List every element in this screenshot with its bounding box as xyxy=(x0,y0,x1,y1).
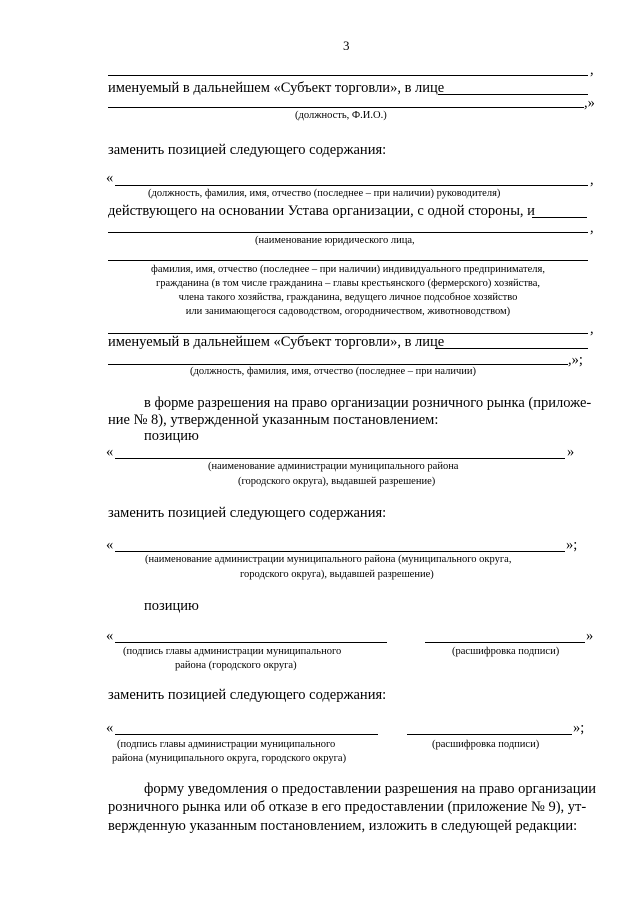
permit-paragraph-line: в форме разрешения на право организации розничного рынка (приложе- xyxy=(144,395,592,411)
named-subject-text: именуемый в дальнейшем «Субъект торговли», в лице xyxy=(108,80,445,96)
notice-paragraph-line: розничного рынка или об отказе в его предоставлении (приложение № 9), ут- xyxy=(108,799,587,815)
blank-line xyxy=(532,217,587,218)
blank-line xyxy=(115,185,588,186)
replace-heading: заменить позицией следующего содержания: xyxy=(108,687,387,703)
named-subject-text: именуемый в дальнейшем «Субъект торговли», в лице xyxy=(108,334,445,350)
caption-admin: городского округа), выдавшей разрешение) xyxy=(240,569,434,580)
caption-signature: (подпись главы администрации муниципального xyxy=(123,646,342,657)
replace-heading: заменить позицией следующего содержания: xyxy=(108,505,387,521)
caption-decode: (расшифровка подписи) xyxy=(432,739,540,750)
replace-heading: заменить позицией следующего содержания: xyxy=(108,142,387,158)
permit-paragraph-line: ние № 8), утвержденной указанным постановлением: xyxy=(108,412,439,428)
open-quote: « xyxy=(106,720,114,736)
punctuation-quote: ,» xyxy=(584,95,595,111)
close-quote: »; xyxy=(573,720,585,736)
caption-admin: (городского округа), выдавшей разрешение) xyxy=(238,476,436,487)
close-quote: »; xyxy=(566,537,578,553)
blank-line xyxy=(108,260,588,261)
punctuation-comma: , xyxy=(590,172,594,188)
punctuation-comma: , xyxy=(590,321,594,337)
position-label: позицию xyxy=(144,598,199,614)
caption-ie-line: фамилия, имя, отчество (последнее – при наличии) индивидуального предпринимателя, xyxy=(151,264,545,275)
blank-line xyxy=(438,94,588,95)
caption-admin: (наименование администрации муниципального района xyxy=(208,461,459,472)
blank-line xyxy=(435,348,588,349)
open-quote: « xyxy=(106,537,114,553)
punctuation-quote: ,»; xyxy=(568,352,583,368)
open-quote: « xyxy=(106,170,114,186)
caption-position: (должность, фамилия, имя, отчество (последнее – при наличии) xyxy=(190,366,476,377)
blank-line xyxy=(425,642,585,643)
open-quote: « xyxy=(106,628,114,644)
caption-position: (должность, Ф.И.О.) xyxy=(295,110,387,121)
blank-line xyxy=(407,734,572,735)
page-number: 3 xyxy=(343,38,350,53)
caption-ie-line: члена такого хозяйства, гражданина, ведущего личное подсобное хозяйство xyxy=(178,292,518,303)
punctuation-comma: , xyxy=(590,62,594,78)
close-quote: » xyxy=(567,444,575,460)
blank-line xyxy=(115,551,565,552)
caption-head: (должность, фамилия, имя, отчество (последнее – при наличии) руководителя) xyxy=(148,188,501,199)
blank-line xyxy=(108,232,588,233)
blank-line xyxy=(108,107,584,108)
caption-signature: района (городского округа) xyxy=(175,660,297,671)
caption-ie-line: гражданина (в том числе гражданина – главы крестьянского (фермерского) хозяйства, xyxy=(155,278,541,289)
close-quote: » xyxy=(586,628,594,644)
notice-paragraph-line: вержденную указанным постановлением, изложить в следующей редакции: xyxy=(108,818,578,834)
caption-signature: района (муниципального округа, городского округа) xyxy=(112,753,347,764)
caption-ie-line: или занимающегося садоводством, огородничеством, животноводством) xyxy=(185,306,511,317)
blank-line xyxy=(115,734,378,735)
open-quote: « xyxy=(106,444,114,460)
acting-text: действующего на основании Устава организации, с одной стороны, и xyxy=(108,203,535,219)
blank-line xyxy=(108,364,568,365)
notice-paragraph-line: форму уведомления о предоставлении разрешения на право организации xyxy=(144,781,596,797)
position-label: позицию xyxy=(144,428,199,444)
blank-line xyxy=(108,75,588,76)
blank-line xyxy=(115,642,387,643)
blank-line xyxy=(115,458,565,459)
punctuation-comma: , xyxy=(590,220,594,236)
caption-legal-entity: (наименование юридического лица, xyxy=(255,235,415,246)
caption-decode: (расшифровка подписи) xyxy=(452,646,560,657)
caption-admin: (наименование администрации муниципального района (муниципального округа, xyxy=(145,554,512,565)
caption-signature: (подпись главы администрации муниципального xyxy=(117,739,336,750)
